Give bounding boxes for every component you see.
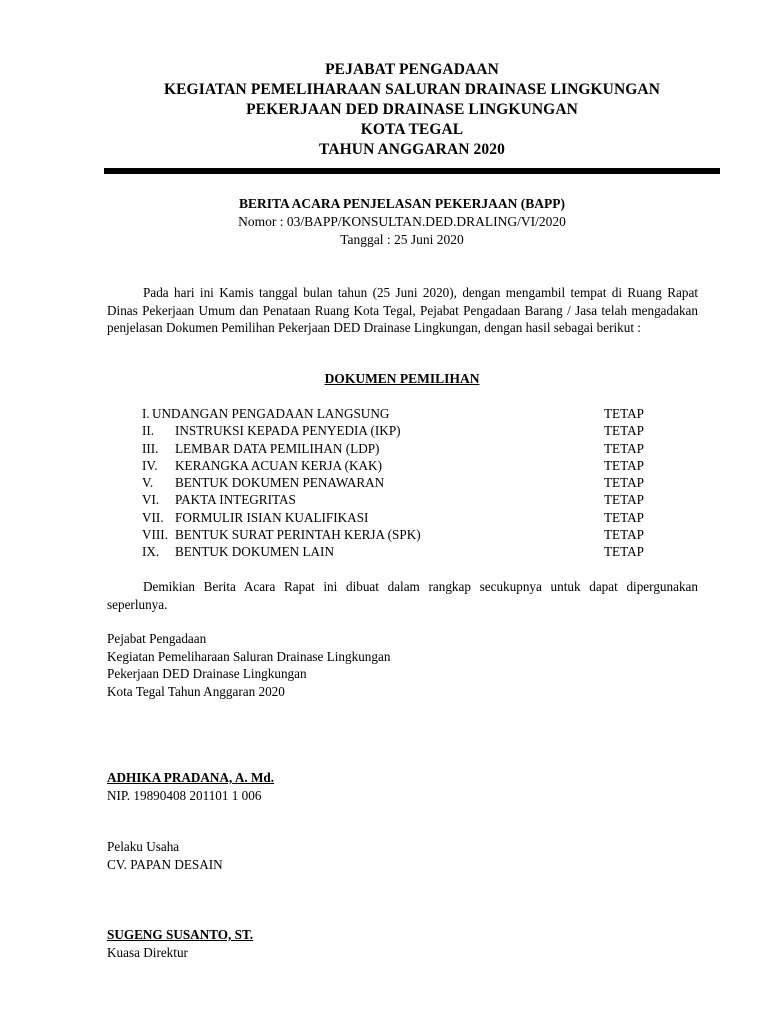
item-number: II. <box>142 423 155 439</box>
document-heading <box>104 195 700 249</box>
item-number: IX. <box>142 544 160 560</box>
official-signatory <box>107 769 274 804</box>
document-title: BERITA ACARA PENJELASAN PEKERJAAN (BAPP) <box>238 196 566 211</box>
intro-text: Pada hari ini Kamis tanggal bulan tahun (25 Juni 2020), dengan mengambil tempat di Ruang Rapat Dinas Pekerjaan Umum dan Penataan Ruang Kota Tegal, Pejabat Pengadaan Barang / Jasa telah mengadakan penjelasan Dokumen Pemilihan Pekerjaan DED Drainase Lingkungan, dengan hasil sebagai berikut : <box>107 285 698 335</box>
item-status: TETAP <box>604 406 644 421</box>
item-number: VIII. <box>142 527 168 543</box>
official-line-1: Pejabat Pengadaan <box>107 631 207 646</box>
vendor-signatory <box>107 926 253 961</box>
item-number: I. <box>142 406 150 421</box>
list-item <box>142 405 662 422</box>
item-number: IV. <box>142 457 158 473</box>
official-line-2: Kegiatan Pemeliharaan Saluran Drainase Lingkungan <box>107 648 391 664</box>
vendor-company: CV. PAPAN DESAIN <box>107 856 223 872</box>
item-number: VII. <box>142 509 164 525</box>
official-name: ADHIKA PRADANA, A. Md. <box>107 770 275 785</box>
item-number: V. <box>142 475 154 491</box>
item-status: TETAP <box>604 423 644 439</box>
list-item <box>142 543 662 560</box>
item-number: III. <box>142 440 159 456</box>
list-item <box>142 422 662 439</box>
item-name: KERANGKA ACUAN KERJA (KAK) <box>175 457 382 473</box>
letterhead-line-5: TAHUN ANGGARAN 2020 <box>319 141 505 158</box>
item-name: UNDANGAN PENGADAAN LANGSUNG <box>152 406 390 421</box>
item-status: TETAP <box>604 457 644 473</box>
letterhead-line-2: KEGIATAN PEMELIHARAAN SALURAN DRAINASE LINGKUNGAN <box>163 81 661 98</box>
item-number: VI. <box>142 492 160 508</box>
document-list <box>142 405 662 561</box>
list-item <box>142 457 662 474</box>
document-number: Nomor : 03/BAPP/KONSULTAN.DED.DRALING/VI/2020 <box>238 214 566 229</box>
intro-paragraph <box>107 284 698 337</box>
item-name: INSTRUKSI KEPADA PENYEDIA (IKP) <box>175 423 401 439</box>
section-title: DOKUMEN PEMILIHAN <box>324 371 480 386</box>
closing-paragraph <box>107 578 698 613</box>
item-name: FORMULIR ISIAN KUALIFIKASI <box>175 509 369 525</box>
item-name: BENTUK SURAT PERINTAH KERJA (SPK) <box>175 527 421 543</box>
closing-text: Demikian Berita Acara Rapat ini dibuat dalam rangkap secukupnya untuk dapat dipergunakan seperlunya. <box>107 579 698 612</box>
item-name: BENTUK DOKUMEN LAIN <box>175 544 334 560</box>
list-item <box>142 440 662 457</box>
vendor-role: Kuasa Direktur <box>107 944 188 960</box>
item-name: LEMBAR DATA PEMILIHAN (LDP) <box>175 440 380 456</box>
item-status: TETAP <box>604 492 644 508</box>
item-name: BENTUK DOKUMEN PENAWARAN <box>175 475 385 491</box>
document-date: Tanggal : 25 Juni 2020 <box>340 232 464 247</box>
letterhead <box>104 60 720 160</box>
letterhead-line-3: PEKERJAAN DED DRAINASE LINGKUNGAN <box>246 101 578 118</box>
official-signature-block <box>107 630 390 700</box>
letterhead-line-4: KOTA TEGAL <box>360 121 464 138</box>
official-nip: NIP. 19890408 201101 1 006 <box>107 787 262 803</box>
letterhead-line-1: PEJABAT PENGADAAN <box>325 61 499 78</box>
item-status: TETAP <box>604 475 644 491</box>
item-status: TETAP <box>604 440 644 456</box>
vendor-name: SUGENG SUSANTO, ST. <box>107 927 254 942</box>
list-item <box>142 526 662 543</box>
vendor-block <box>107 838 223 873</box>
item-status: TETAP <box>604 509 644 525</box>
item-status: TETAP <box>604 544 644 560</box>
list-item <box>142 474 662 491</box>
list-item <box>142 491 662 508</box>
vendor-label: Pelaku Usaha <box>107 839 180 854</box>
item-name: PAKTA INTEGRITAS <box>175 492 296 508</box>
official-line-4: Kota Tegal Tahun Anggaran 2020 <box>107 683 285 699</box>
official-line-3: Pekerjaan DED Drainase Lingkungan <box>107 666 307 681</box>
list-item <box>142 509 662 526</box>
letterhead-divider <box>104 168 720 174</box>
item-status: TETAP <box>604 527 644 543</box>
